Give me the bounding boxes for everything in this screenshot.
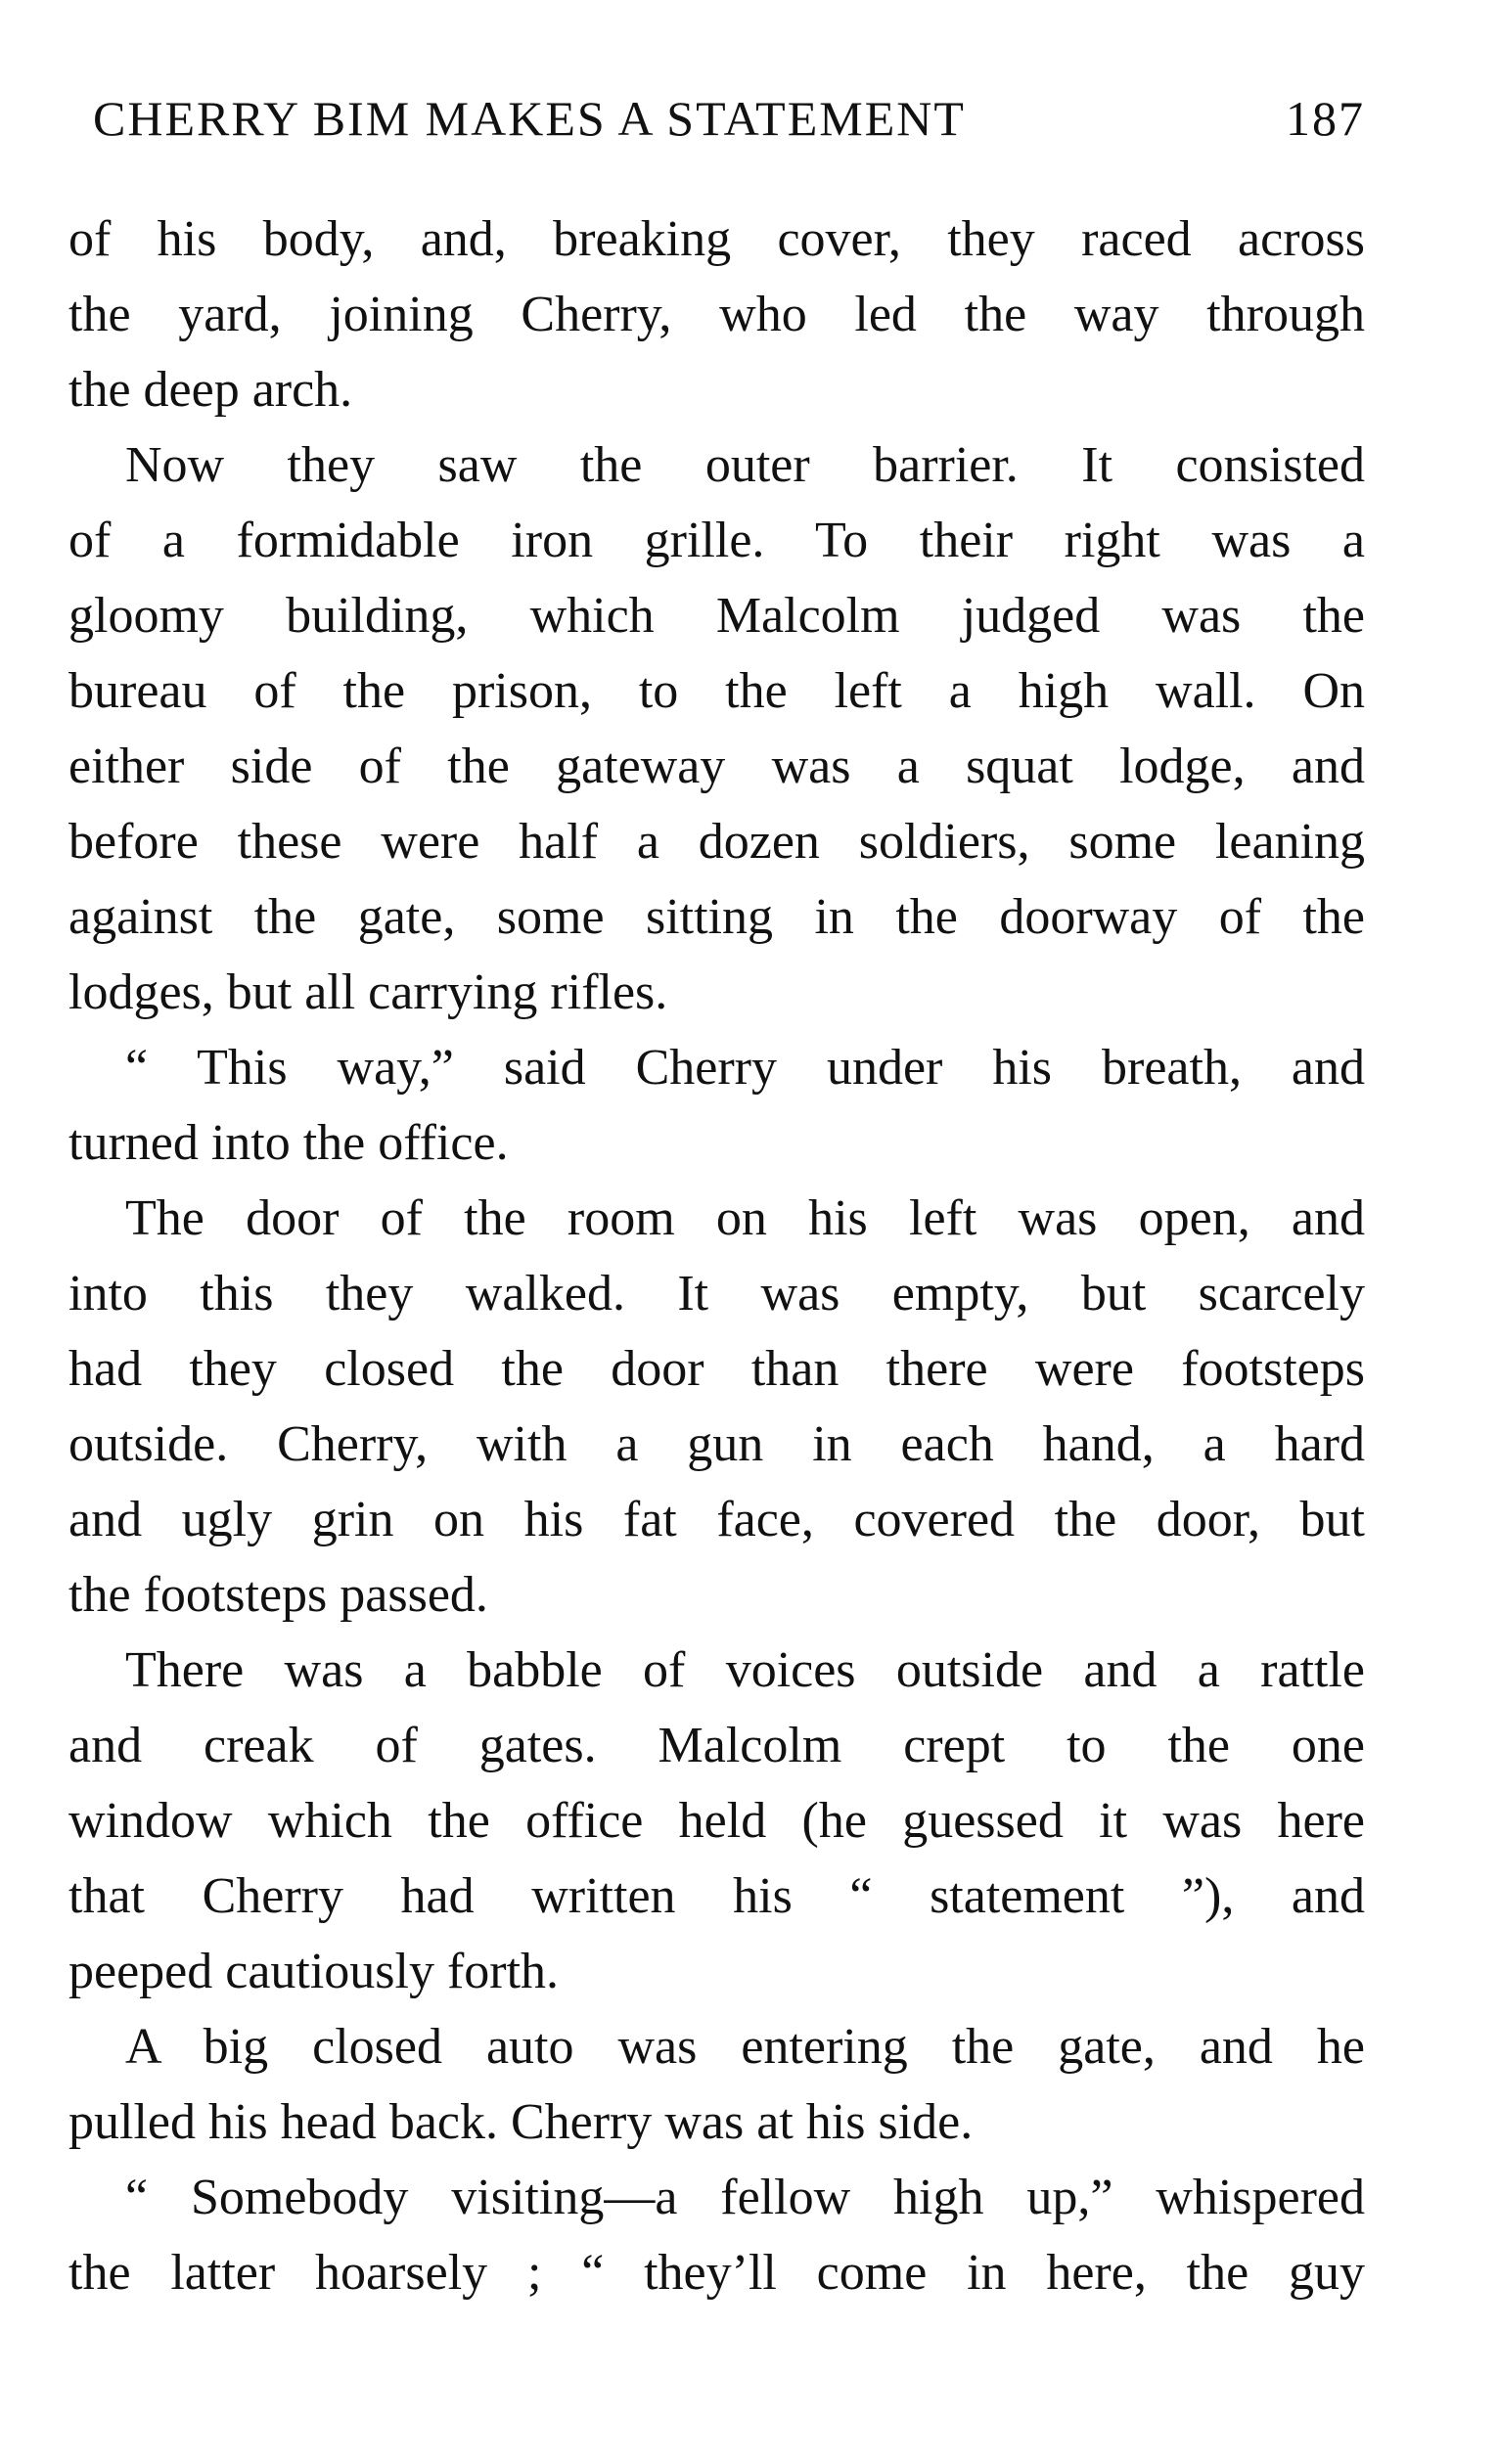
text-line: and ugly grin on his fat face, covered the door, but xyxy=(68,1492,1365,1547)
text-line: peeped cautiously forth. xyxy=(68,1944,560,1999)
paragraph xyxy=(68,2160,1365,2310)
text-line: bureau of the prison, to the left a high wall. On xyxy=(68,663,1365,719)
text-line: before these were half a dozen soldiers, some leaning xyxy=(68,814,1365,870)
body-text xyxy=(68,202,1365,2310)
text-line: There was a babble of voices outside and a rattle xyxy=(125,1642,1365,1698)
paragraph xyxy=(68,1181,1365,1633)
text-line: “ This way,” said Cherry under his breath, and xyxy=(125,1040,1365,1096)
page-number: 187 xyxy=(1286,91,1365,146)
paragraph xyxy=(68,1633,1365,2009)
text-line: turned into the office. xyxy=(68,1115,509,1171)
text-line: of his body, and, breaking cover, they raced across xyxy=(68,211,1365,267)
text-line: had they closed the door than there were footsteps xyxy=(68,1341,1365,1397)
text-line: either side of the gateway was a squat lodge, and xyxy=(68,739,1365,794)
text-line: into this they walked. It was empty, but scarcely xyxy=(68,1266,1365,1322)
paragraph xyxy=(68,202,1365,427)
paragraph xyxy=(68,1030,1365,1181)
text-line: gloomy building, which Malcolm judged was the xyxy=(68,588,1365,644)
text-line: the footsteps passed. xyxy=(68,1567,488,1623)
text-line: the latter hoarsely ; “ they’ll come in here, the guy xyxy=(68,2245,1365,2301)
text-line: the yard, joining Cherry, who led the way through xyxy=(68,287,1365,342)
running-head xyxy=(93,90,1365,158)
paragraph xyxy=(68,2009,1365,2160)
text-line: of a formidable iron grille. To their right was a xyxy=(68,513,1365,568)
text-line: that Cherry had written his “ statement ”), and xyxy=(68,1868,1365,1924)
text-line: the deep arch. xyxy=(68,362,353,418)
text-line: lodges, but all carrying rifles. xyxy=(68,964,668,1020)
text-line: window which the office held (he guessed it was here xyxy=(68,1793,1365,1849)
text-line: pulled his head back. Cherry was at his side. xyxy=(68,2094,974,2150)
text-line: “ Somebody visiting—a fellow high up,” whispered xyxy=(125,2170,1365,2225)
text-line: and creak of gates. Malcolm crept to the one xyxy=(68,1718,1365,1773)
text-line: outside. Cherry, with a gun in each hand, a hard xyxy=(68,1416,1365,1472)
text-line: against the gate, some sitting in the doorway of the xyxy=(68,889,1365,945)
text-line: A big closed auto was entering the gate, and he xyxy=(125,2019,1365,2075)
text-line: Now they saw the outer barrier. It consisted xyxy=(125,437,1365,493)
text-line: The door of the room on his left was open, and xyxy=(125,1190,1365,1246)
paragraph xyxy=(68,427,1365,1030)
chapter-title: CHERRY BIM MAKES A STATEMENT xyxy=(93,91,966,146)
